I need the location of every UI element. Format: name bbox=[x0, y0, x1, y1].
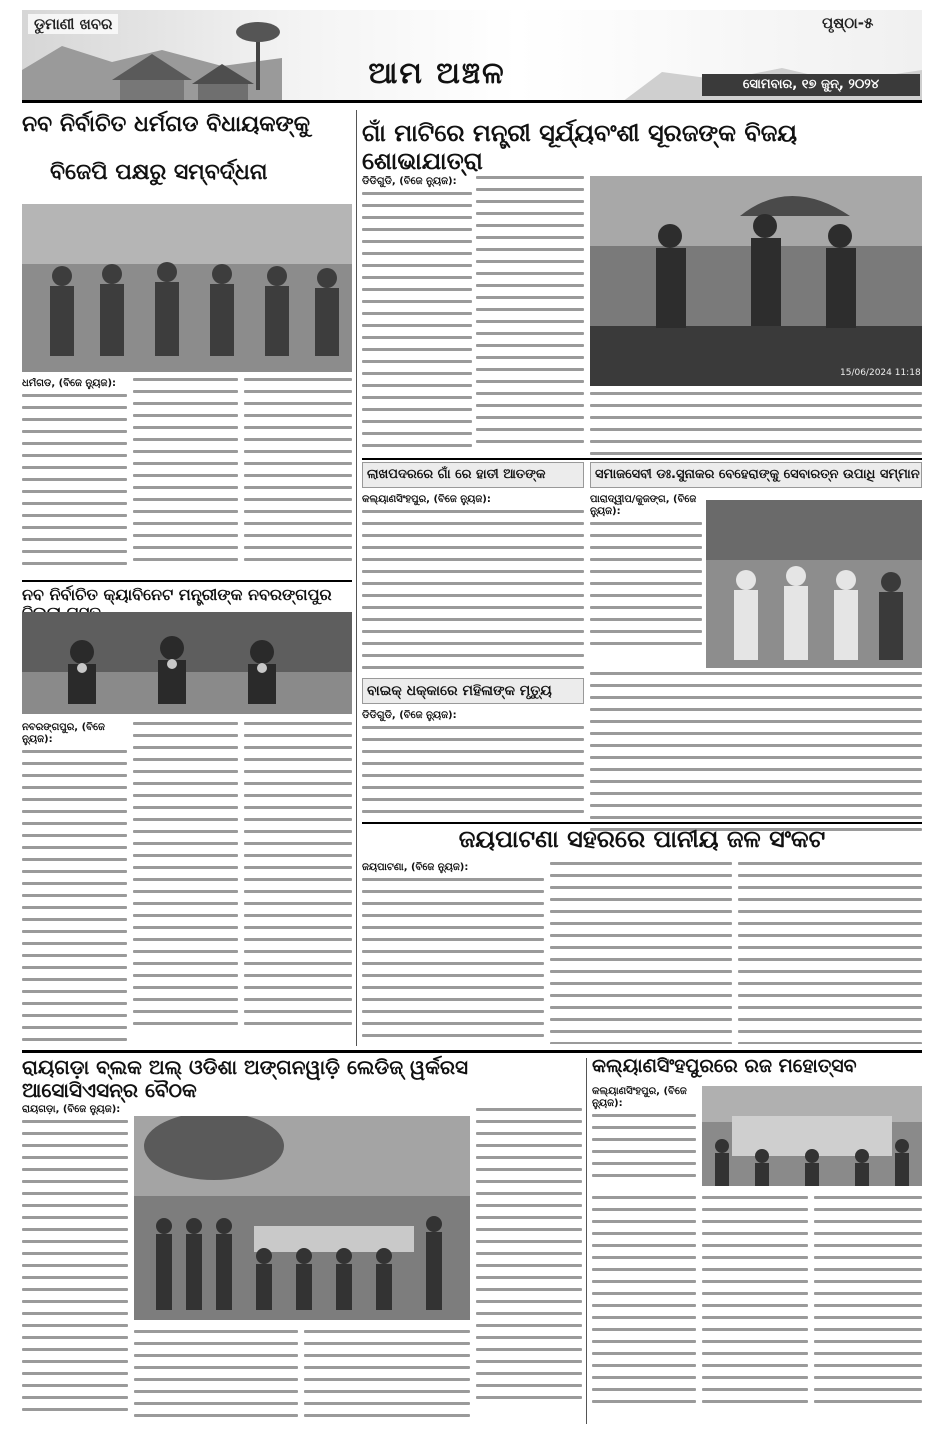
dateline-suryavanshi: ଡିଡିଗୁଡି, (ବିଜେ ନ୍ୟୁଜ): bbox=[362, 176, 457, 187]
body-anganwadi-col2 bbox=[134, 1330, 298, 1422]
dateline-anganwadi: ରାୟଗଡ଼ା, (ବିଜେ ନ୍ୟୁଜ): bbox=[22, 1104, 121, 1115]
dateline-dharmagarh: ଧର୍ମଗଡ, (ବିଜେ ନ୍ୟୁଜ): bbox=[22, 378, 117, 389]
dateline-elephant: କଲ୍ୟାଣସିଂହପୁର, (ବିଜେ ନ୍ୟୁଜ): bbox=[362, 494, 491, 505]
body-raja-col3 bbox=[702, 1196, 808, 1422]
photo-sunakar bbox=[706, 500, 922, 668]
photo-suryavanshi bbox=[590, 176, 922, 386]
body-nabarangpur-col3 bbox=[244, 722, 352, 1042]
body-sunakar-col1 bbox=[590, 494, 702, 654]
masthead-rule bbox=[22, 100, 922, 103]
headline-dharmagarh-2: ବିଜେପି ପକ୍ଷରୁ ସମ୍ବର୍ଦ୍ଧନା bbox=[50, 160, 268, 185]
body-raja-col1 bbox=[592, 1086, 696, 1186]
masthead bbox=[22, 10, 922, 102]
dateline-bike: ଡିଡିଗୁଡି, (ବିଜେ ନ୍ୟୁଜ): bbox=[362, 710, 457, 721]
headline-suryavanshi: ଗାଁ ମାଟିରେ ମନ୍ତ୍ରୀ ସୂର୍ଯ୍ୟବଂଶୀ ସୂରଜଙ୍କ ବିଜୟ ଶୋଭାଯାତ୍ରା bbox=[362, 119, 798, 175]
body-nabarangpur-col2 bbox=[133, 722, 238, 1042]
body-dharmagarh-col2 bbox=[133, 378, 238, 578]
body-suryavanshi-col2 bbox=[476, 176, 584, 456]
headline-dharmagarh-1: ନବ ନିର୍ବାଚିତ ଧର୍ମଗଡ ବିଧାୟକଙ୍କୁ bbox=[22, 112, 310, 137]
body-dharmagarh-col3 bbox=[244, 378, 352, 578]
body-anganwadi-col3 bbox=[304, 1330, 470, 1422]
section-title: ଆମ ଅଞ୍ଚଳ bbox=[368, 56, 506, 91]
page-number: ପୃଷ୍ଠା-୫ bbox=[822, 14, 874, 32]
headline-raja: କଲ୍ୟାଣସିଂହପୁରରେ ରଜ ମହୋତ୍ସବ bbox=[592, 1055, 857, 1077]
dateline-sunakar: ପାରାଦ୍ୱୀପ/କୁଜଙ୍ଗ, (ବିଜେ ନ୍ୟୁଜ): bbox=[590, 494, 697, 517]
headline-nabarangpur: ନବ ନିର୍ବାଚିତ କ୍ୟାବିନେଟ ମନ୍ତ୍ରୀଙ୍କ ନବରଙ୍ଗପୁର bbox=[22, 585, 332, 604]
headline-elephant: ଲାଖପଦରରେ ଗାଁ ରେ ହାତୀ ଆତଙ୍କ bbox=[362, 462, 584, 488]
headline-bike: ବାଇକ୍ ଧକ୍କାରେ ମହିଳାଙ୍କ ମୃତ୍ୟୁ bbox=[362, 678, 584, 704]
photo-nabarangpur bbox=[22, 612, 352, 714]
photo-timestamp: 15/06/2024 11:18 bbox=[840, 368, 921, 378]
photo-anganwadi bbox=[134, 1116, 470, 1320]
headline-water: ଜୟପାଟଣା ସହରରେ ପାନୀୟ ଜଳ ସଂକଟ bbox=[458, 825, 826, 853]
body-suryavanshi-col3 bbox=[590, 392, 922, 462]
headline-anganwadi: ରାୟଗଡ଼ା ବ୍ଲକ ଅଲ୍ ଓଡିଶା ଅଙ୍ଗନୱାଡ଼ି ଲେଡିଜ୍ ୱର୍କରସ ଆସୋସିଏସନ୍‌ର ବୈଠକ bbox=[22, 1055, 469, 1102]
body-nabarangpur-col1 bbox=[22, 722, 127, 1042]
headline-sunakar: ସମାଜସେବୀ ଡଃ.ସୁନାକର ବେହେରାଙ୍କୁ ସେବାରତ୍ନ ଉପାଧି ସମ୍ମାନ bbox=[590, 462, 922, 488]
body-suryavanshi-col1 bbox=[362, 176, 472, 456]
paper-name: ଡୁମାଣୀ ଖବର bbox=[28, 14, 118, 34]
body-water-col3 bbox=[738, 862, 922, 1044]
body-elephant bbox=[362, 494, 584, 674]
dateline-water: ଜୟପାଟଣା, (ବିଜେ ନ୍ୟୁଜ): bbox=[362, 862, 469, 873]
body-anganwadi-col4 bbox=[476, 1108, 582, 1422]
body-anganwadi-col1 bbox=[22, 1104, 128, 1422]
dateline-raja: କଲ୍ୟାଣସିଂହପୁର, (ବିଜେ ନ୍ୟୁଜ): bbox=[592, 1086, 687, 1109]
body-bike bbox=[362, 710, 584, 820]
body-sunakar-col2 bbox=[590, 672, 922, 832]
body-water-col2 bbox=[550, 862, 732, 1044]
dateline-nabarangpur: ନବରଙ୍ଗପୁର, (ବିଜେ ନ୍ୟୁଜ): bbox=[22, 722, 105, 745]
issue-date: ସୋମବାର, ୧୭ ଜୁନ୍, ୨୦୨୪ bbox=[702, 74, 920, 96]
body-raja-col2 bbox=[592, 1196, 696, 1422]
body-water-col1 bbox=[362, 862, 544, 1044]
photo-raja bbox=[702, 1086, 922, 1186]
body-raja-col4 bbox=[814, 1196, 922, 1422]
body-dharmagarh-col1 bbox=[22, 378, 127, 578]
photo-dharmagarh bbox=[22, 204, 352, 372]
